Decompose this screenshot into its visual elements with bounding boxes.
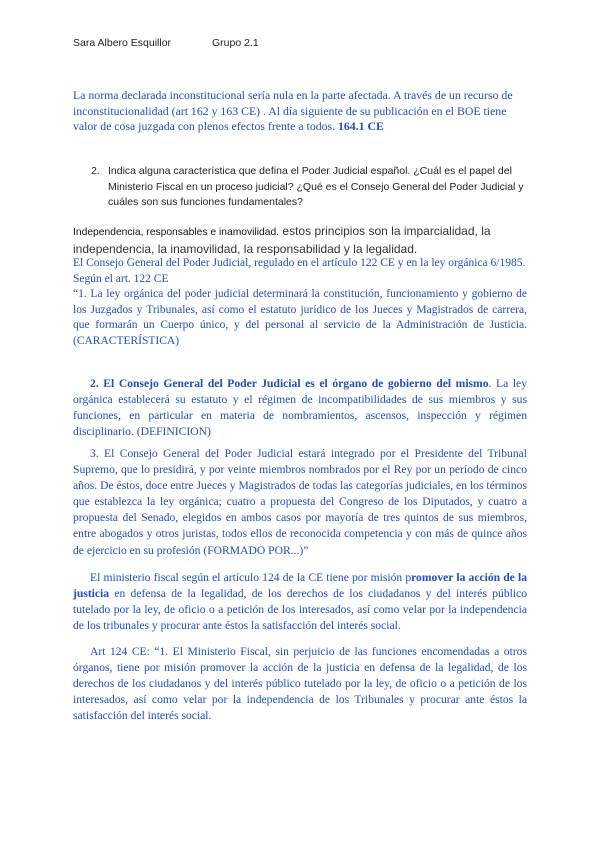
definition-bold: 2. El Consejo General del Poder Judicial es el órgano de gobierno del mismo	[90, 377, 489, 390]
art124-text: Art 124 CE: “1. El Ministerio Fiscal, sin perjuicio de las funciones encomendadas a otros órganos, tiene por misión promover la acción de la justicia en defensa de la legalidad, de los derechos de los ciudadanos y del interés público tutelado por la ley, de oficio o a petición de los interesados, así como velar por la independencia de los Tribunales y procurar ante éstos la satisfacción del interés social.	[73, 645, 527, 723]
cgpj-section	[73, 256, 527, 350]
author-name: Sara Albero Esquillor	[73, 37, 172, 49]
paragraph-formado-por	[73, 446, 527, 559]
composition-text: 3. El Consejo General del Poder Judicial estará integrado por el Presidente del Tribunal Supremo, que lo presidirá, y por veinte miembros nombrados por el Rey por un período de cinco años. De éstos, doce entre Jueces y Magistrados de todas las categorías judiciales, en los términos que establezca la ley orgánica; cuatro a propuesta del Congreso de los Diputados, y cuatro a propuesta del Senado, elegidos en ambos casos por mayoría de tres quintos de sus miembros, entre abogados y otros juristas, todos ellos de reconocida competencia y con más de quince años de ejercicio en su profesión (FORMADO POR...)”	[73, 447, 527, 557]
definition-text: . La ley orgánica establecerá su estatuto y el régimen de incompatibilidades de sus miembros y sus funciones, en particular en materia de nombramientos, ascensos, inspección y régimen disciplinario. (DEFINICION)	[73, 377, 527, 439]
paragraph-ministerio-fiscal	[73, 570, 527, 634]
question-item	[91, 164, 527, 211]
ministerio-rest: en defensa de la legalidad, de los derechos de los ciudadanos y del interés público tutelado por la ley, de oficio o a petición de los interesados, así como velar por la independencia de los tribunales y procurar ante éstos la satisfacción del interés social.	[73, 587, 527, 633]
paragraph-inconstitucionalidad	[73, 88, 527, 135]
question-number: 2.	[91, 165, 100, 177]
paragraph-definicion	[73, 376, 527, 440]
group-label: Grupo 2.1	[211, 37, 259, 49]
cgpj-article-line: Según el art. 122 CE	[73, 272, 169, 285]
answer-intro: Independencia, responsables e inamovilidad.	[73, 227, 280, 238]
question-text: Indica alguna característica que defina el Poder Judicial español. ¿Cuál es el papel del Ministerio Fiscal en un proceso judicial? ¿Qué es el Consejo General del Poder Judicial y cuáles son sus funciones fundamentales?	[108, 165, 524, 208]
article-reference: 164.1 CE	[338, 119, 384, 134]
paragraph-text: La norma declarada inconstitucional sería nula en la parte afectada. A través de un recurso de inconstitucionalidad (art 162 y 163 CE) . Al día siguiente de su publicación en el BOE tiene valor de cosa juzgada con plenos efectos frente a todos.	[73, 88, 513, 134]
paragraph-art-124	[73, 644, 527, 724]
ministerio-pre: El ministerio fiscal según el artículo 124 de la CE tiene por misión p	[90, 571, 412, 584]
cgpj-regulation-line: El Consejo General del Poder Judicial, regulado en el artículo 122 CE y en la ley orgánica 6/1985.	[73, 257, 526, 269]
answer-paragraph	[73, 223, 527, 257]
answer-rest: estos principios son la imparcialidad, la independencia, la inamovilidad, la responsabilidad y la legalidad.	[73, 224, 491, 256]
article-quote-1: “1. La ley orgánica del poder judicial determinará la constitución, funcionamiento y gobierno de los Juzgados y Tribunales, así como el estatuto jurídico de los Jueces y Magistrados de carrera, que formarán un Cuerpo único, y del personal al servicio de la Administración de Justicia. (CARACTERÍSTICA)	[73, 288, 527, 347]
page-header	[73, 37, 259, 49]
ministerio-bold: romover la acción de la justicia	[73, 571, 527, 601]
